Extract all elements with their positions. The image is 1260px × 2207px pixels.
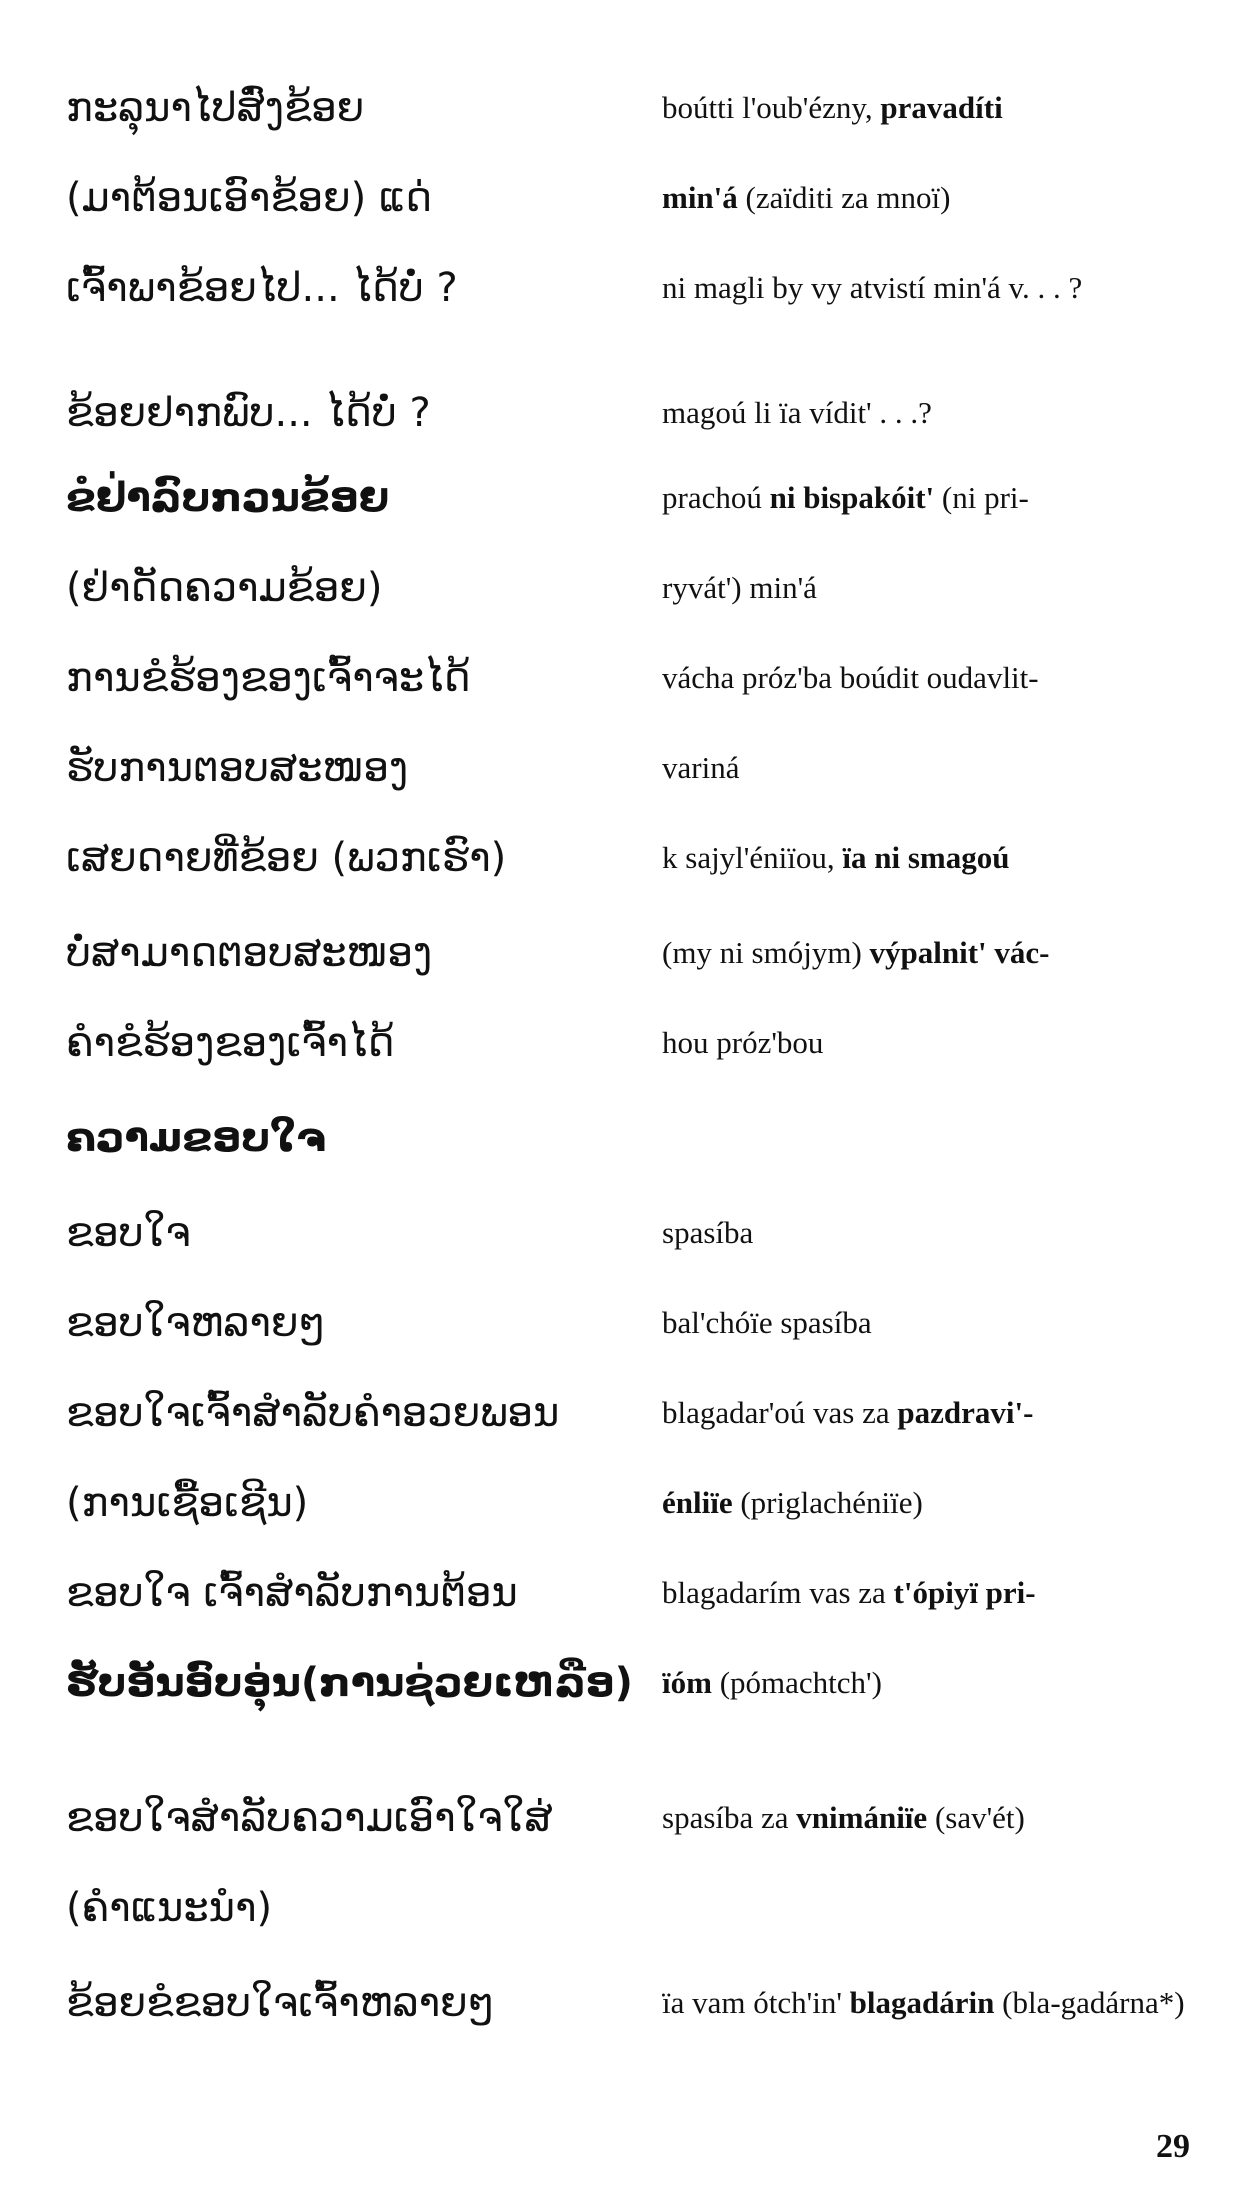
lao-phrase: ຂອບໃຈ ເຈົ້າສໍາລັບການຕ້ອນ <box>66 1570 518 1616</box>
transliteration-segment: (pómachtch') <box>711 1665 882 1700</box>
transliteration-segment: prachoú <box>662 480 770 515</box>
transliteration-bold-segment: pravadíti <box>880 90 1003 125</box>
phrase-row <box>0 1385 1260 1455</box>
lao-phrase: (ຄໍາແນະນໍາ) <box>66 1885 273 1931</box>
phrase-row <box>0 385 1260 455</box>
transliteration-segment: k sajyl'éniïou, <box>662 840 843 875</box>
transliteration-segment: boútti l'oub'ézny, <box>662 90 881 125</box>
transliteration <box>662 654 1192 702</box>
transliteration-segment: (bla-gadárna*) <box>994 1985 1185 2020</box>
transliteration <box>662 834 1192 882</box>
lao-phrase: (ຢ່າດັດຄວາມຂ້ອຍ) <box>66 565 383 611</box>
transliteration <box>662 84 1192 132</box>
lao-phrase: ຮັບອັນອົບອຸ່ນ(ການຊ່ວຍເຫລືອ) <box>66 1660 633 1706</box>
phrase-row <box>0 1475 1260 1545</box>
transliteration-bold-segment: ni bispakóit' <box>769 480 935 515</box>
phrase-row <box>0 170 1260 240</box>
phrase-row <box>0 1205 1260 1275</box>
phrase-row <box>0 925 1260 995</box>
lao-phrase: ຮັບການຕອບສະໜອງ <box>66 745 409 791</box>
phrase-row <box>0 560 1260 630</box>
lao-phrase: ຂອບໃຈເຈົ້າສໍາລັບຄໍາອວຍພອນ <box>66 1390 560 1436</box>
transliteration <box>662 1209 1192 1257</box>
page-number: 29 <box>1156 2128 1190 2165</box>
lao-phrase: ຂອບໃຈຫລາຍໆ <box>66 1300 326 1346</box>
transliteration <box>662 564 1192 612</box>
transliteration-segment: blagadarím vas za <box>662 1575 894 1610</box>
lao-phrase: (ການເຊື້ອເຊີນ) <box>66 1480 309 1526</box>
lao-phrase: (ມາຕ້ອນເອົາຂ້ອຍ) ແດ່ <box>66 175 432 221</box>
lao-phrase: ບໍ່ສາມາດຕອບສະໜອງ <box>66 930 433 976</box>
transliteration-segment: (my ni smójym) <box>662 935 870 970</box>
phrase-row <box>0 650 1260 720</box>
phrase-row <box>0 1655 1260 1725</box>
transliteration-bold-segment: blagadárin <box>849 1985 995 2020</box>
phrase-row <box>0 80 1260 150</box>
transliteration-bold-segment: t'ópiyï pri- <box>893 1575 1036 1610</box>
transliteration-segment: vácha próz'ba boúdit oudavlit- <box>662 660 1039 695</box>
phrase-row <box>0 1880 1260 1950</box>
transliteration-bold-segment: min'á <box>662 180 738 215</box>
transliteration-segment: hou próz'bou <box>662 1025 824 1060</box>
lao-phrase: ການຂໍຮ້ອງຂອງເຈົ້າຈະໄດ້ <box>66 655 471 701</box>
transliteration-segment: magoú li ïa vídit' . . .? <box>662 395 932 430</box>
transliteration <box>662 744 1192 792</box>
transliteration <box>662 1299 1192 1347</box>
transliteration-bold-segment: výpalnit' vác- <box>869 935 1050 970</box>
transliteration-bold-segment: pazdravi'- <box>897 1395 1034 1430</box>
transliteration-segment: ïa vam ótch'in' <box>662 1985 850 2020</box>
lao-phrase: ຂໍຢ່າລົບກວນຂ້ອຍ <box>66 475 390 521</box>
transliteration-segment: bal'chóïe spasíba <box>662 1305 872 1340</box>
lao-phrase: ເຈົ້າພາຂ້ອຍໄປ... ໄດ້ບໍ່ ? <box>66 265 458 311</box>
phrase-row <box>0 1110 1260 1180</box>
phrase-row <box>0 260 1260 330</box>
phrase-row <box>0 1975 1260 2045</box>
phrase-row <box>0 1790 1260 1860</box>
transliteration <box>662 1019 1192 1067</box>
transliteration <box>662 1659 1192 1707</box>
transliteration-segment: (priglachéniïe) <box>732 1485 923 1520</box>
transliteration-bold-segment: ïa ni smagoú <box>842 840 1010 875</box>
lao-phrase: ຂອບໃຈ <box>66 1210 191 1256</box>
transliteration <box>662 1979 1192 2027</box>
transliteration-bold-segment: vnimániïe <box>796 1800 928 1835</box>
transliteration-segment: (sav'ét) <box>927 1800 1025 1835</box>
transliteration <box>662 389 1192 437</box>
transliteration-bold-segment: ïóm <box>662 1665 712 1700</box>
transliteration <box>662 1479 1192 1527</box>
transliteration-segment: ni magli by vy atvistí min'á v. . . ? <box>662 270 1083 305</box>
transliteration <box>662 1389 1192 1437</box>
phrase-row <box>0 830 1260 900</box>
transliteration-segment: (ni pri- <box>934 480 1029 515</box>
phrase-row <box>0 1295 1260 1365</box>
transliteration-segment: ryvát') min'á <box>662 570 817 605</box>
phrase-row <box>0 1015 1260 1085</box>
lao-phrase: ຄໍາຂໍຮ້ອງຂອງເຈົ້າໄດ້ <box>66 1020 395 1066</box>
lao-phrase: ຂອບໃຈສໍາລັບຄວາມເອົາໃຈໃສ່ <box>66 1795 553 1841</box>
lao-phrase: ຄວາມຂອບໃຈ <box>66 1115 326 1161</box>
transliteration <box>662 1794 1192 1842</box>
transliteration <box>662 929 1192 977</box>
transliteration-segment: spasíba za <box>662 1800 797 1835</box>
transliteration <box>662 264 1192 312</box>
transliteration-segment: blagadar'oú vas za <box>662 1395 898 1430</box>
transliteration-segment: spasíba <box>662 1215 754 1250</box>
phrase-row <box>0 470 1260 540</box>
lao-phrase: ຂ້ອຍຂໍຂອບໃຈເຈົ້າຫລາຍໆ <box>66 1980 495 2026</box>
lao-phrase: ຂ້ອຍຢາກພົບ... ໄດ້ບໍ່ ? <box>66 390 431 436</box>
transliteration-segment: (zaïditi za mnoï) <box>737 180 951 215</box>
phrase-row <box>0 740 1260 810</box>
lao-phrase: ກະລຸນາໄປສົ່ງຂ້ອຍ <box>66 85 365 131</box>
lao-phrase: ເສຍດາຍທີ່ຂ້ອຍ (ພວກເຮົາ) <box>66 835 507 881</box>
phrase-row <box>0 1565 1260 1635</box>
transliteration-segment: variná <box>662 750 740 785</box>
transliteration <box>662 1569 1192 1617</box>
transliteration-bold-segment: énliïe <box>662 1485 733 1520</box>
transliteration <box>662 174 1192 222</box>
transliteration <box>662 474 1192 522</box>
